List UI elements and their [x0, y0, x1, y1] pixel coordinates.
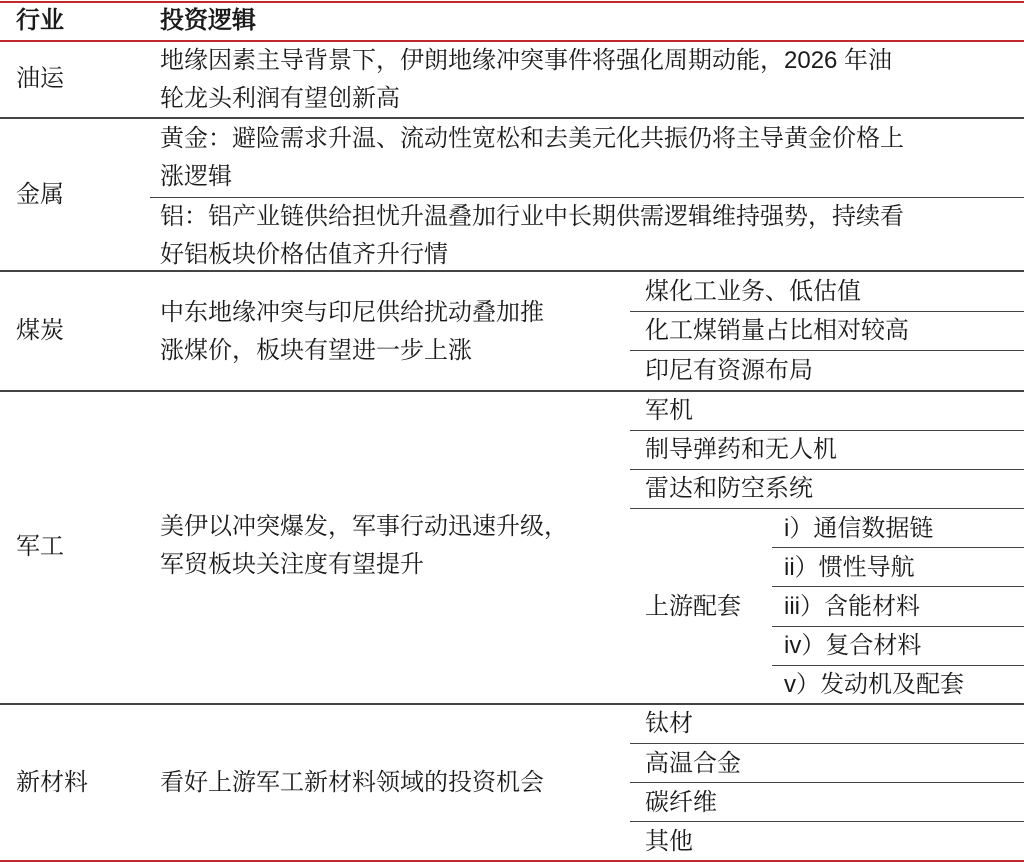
materials-sub: 高温合金: [645, 750, 741, 777]
gold-logic-1: 黄金：避险需求升温、流动性宽松和去美元化共振仍将主导黄金价格上: [160, 125, 904, 152]
materials-sub: 其他: [645, 828, 693, 855]
sub-divider: [630, 743, 1024, 744]
upstream-item: v）发动机及配套: [784, 671, 964, 698]
upstream-item: iv）复合材料: [784, 632, 922, 659]
upstream-item: iii）含能材料: [784, 593, 920, 620]
upstream-label: 上游配套: [645, 593, 741, 620]
materials-sub: 钛材: [645, 710, 693, 737]
military-sub: 军机: [645, 397, 693, 424]
military-logic-2: 军贸板块关注度有望提升: [160, 551, 424, 578]
coal-logic-2: 涨煤价，板块有望进一步上涨: [160, 337, 472, 364]
industry-coal: 煤炭: [16, 317, 64, 344]
military-sub: 雷达和防空系统: [645, 475, 813, 502]
sub-divider: [630, 350, 1024, 351]
industry-materials: 新材料: [16, 769, 88, 796]
coal-logic-1: 中东地缘冲突与印尼供给扰动叠加推: [160, 299, 544, 326]
military-logic-1: 美伊以冲突爆发，军事行动迅速升级，: [160, 513, 568, 540]
industry-shipping: 油运: [16, 65, 64, 92]
row-divider: [0, 390, 1024, 392]
industry-metals: 金属: [16, 181, 64, 208]
table-top-rule: [0, 1, 1024, 3]
coal-sub: 印尼有资源布局: [645, 357, 813, 384]
industry-military: 军工: [16, 533, 64, 560]
shipping-logic-2: 轮龙头利润有望创新高: [160, 85, 400, 112]
sub-divider: [630, 821, 1024, 822]
sub-divider: [630, 782, 1024, 783]
row-divider: [0, 703, 1024, 705]
aluminum-logic-2: 好铝板块价格估值齐升行情: [160, 241, 448, 268]
materials-logic: 看好上游军工新材料领域的投资机会: [160, 769, 544, 796]
shipping-logic-1: 地缘因素主导背景下，伊朗地缘冲突事件将强化周期动能，2026 年油: [160, 47, 893, 74]
upstream-item: i）通信数据链: [784, 515, 934, 542]
gold-logic-2: 涨逻辑: [160, 163, 232, 190]
sub-divider: [772, 586, 1024, 587]
materials-sub: 碳纤维: [645, 789, 717, 816]
sub-divider: [772, 547, 1024, 548]
upstream-item: ii）惯性导航: [784, 554, 915, 581]
sub-divider: [630, 508, 1024, 509]
row-divider: [0, 270, 1024, 272]
aluminum-logic-1: 铝：铝产业链供给担忧升温叠加行业中长期供需逻辑维持强势，持续看: [160, 203, 904, 230]
header-industry: 行业: [16, 7, 64, 34]
row-divider: [0, 117, 1024, 119]
header-logic: 投资逻辑: [160, 7, 256, 34]
coal-sub: 化工煤销量占比相对较高: [645, 317, 909, 344]
coal-sub: 煤化工业务、低估值: [645, 278, 861, 305]
table-bottom-rule: [0, 860, 1024, 862]
military-sub: 制导弹药和无人机: [645, 436, 837, 463]
